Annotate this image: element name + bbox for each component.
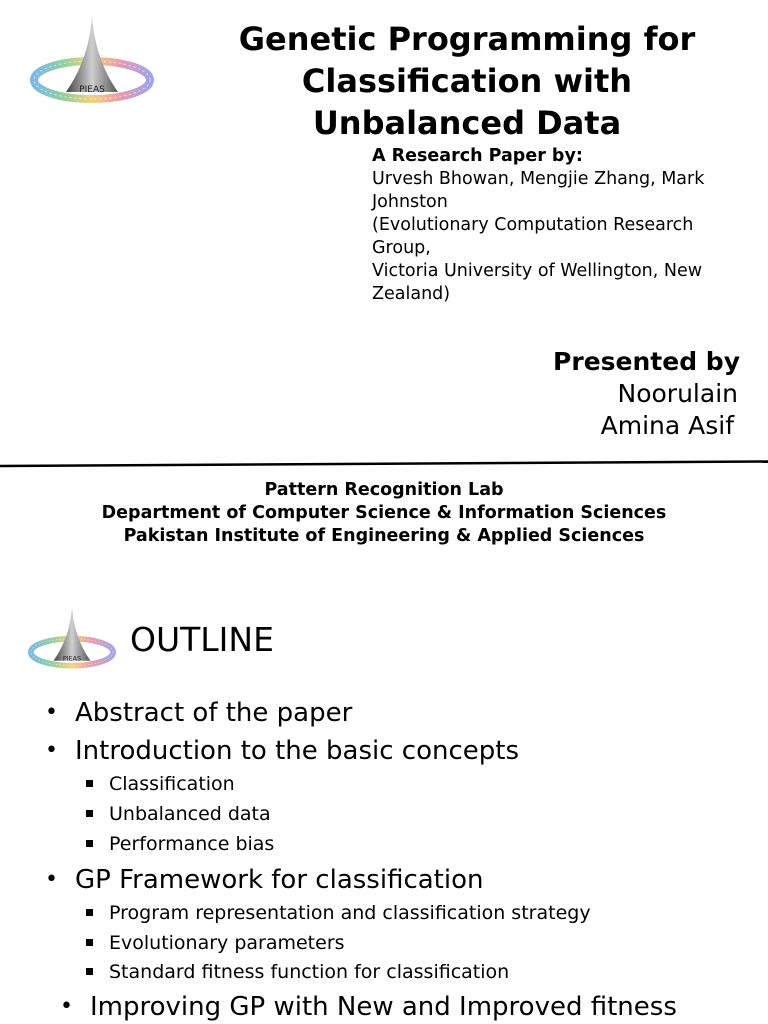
outline-subitem: Unbalanced data — [109, 803, 271, 825]
outline-subitem: Performance bias — [109, 833, 275, 855]
authors-line: Group, — [372, 238, 431, 258]
outline-subitem: Evolutionary parameters — [109, 932, 345, 954]
authors-line: Zealand) — [372, 284, 451, 304]
presented-by-heading: Presented by — [553, 347, 740, 376]
institution-line: Pakistan Institute of Engineering & Applied Sciences — [123, 526, 645, 546]
pieas-logo — [28, 604, 116, 672]
outline-item: • Abstract of the paper — [75, 697, 352, 729]
outline-item: • Improving GP with New and Improved fitness — [90, 991, 677, 1023]
outline-subitem: Program representation and classification strategy — [109, 902, 591, 924]
authors-line: (Evolutionary Computation Research — [372, 215, 694, 235]
outline-subitem: Standard fitness function for classification — [109, 961, 510, 983]
logo-text: PIEAS — [79, 85, 105, 95]
authors-heading: A Research Paper by: — [372, 146, 583, 166]
slide-divider — [0, 460, 768, 468]
title-line: Genetic Programming for — [238, 20, 696, 58]
authors-line: Victoria University of Wellington, New — [372, 261, 703, 281]
title-line: Classification with — [301, 62, 633, 100]
outline-item: • GP Framework for classification — [75, 864, 483, 896]
institution-line: Pattern Recognition Lab — [264, 480, 504, 500]
logo-text: PIEAS — [62, 654, 82, 663]
presenters-block — [553, 346, 740, 442]
presenter-name: Noorulain — [617, 379, 738, 408]
authors-line: Urvesh Bhowan, Mengjie Zhang, Mark — [372, 169, 705, 189]
institution-line: Department of Computer Science & Information Sciences — [101, 503, 667, 523]
authors-block — [372, 145, 752, 306]
slide-title — [200, 18, 734, 144]
outline-title: OUTLINE — [130, 620, 274, 659]
title-line: Unbalanced Data — [312, 104, 622, 142]
presenter-name: Amina Asif — [600, 411, 734, 440]
institution-block — [0, 479, 768, 548]
pieas-logo — [30, 14, 154, 106]
outline-item: • Introduction to the basic concepts — [75, 735, 519, 767]
authors-line: Johnston — [372, 192, 448, 212]
outline-subitem: Classification — [109, 773, 235, 795]
